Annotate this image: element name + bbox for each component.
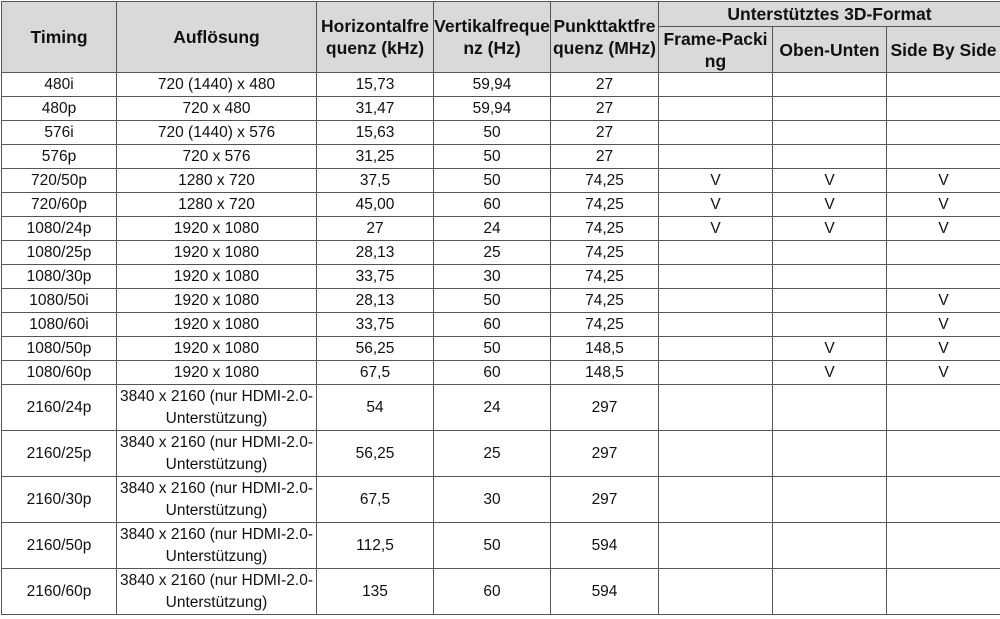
cell-top-bottom (773, 523, 887, 569)
table-row (2, 73, 1000, 97)
cell-timing: 1080/50p (2, 337, 117, 361)
cell-frame-packing: V (659, 217, 773, 241)
cell-vertical-frequency: 50 (434, 121, 551, 145)
cell-vertical-frequency: 30 (434, 477, 551, 523)
table-row (2, 241, 1000, 265)
cell-vertical-frequency: 50 (434, 337, 551, 361)
cell-top-bottom (773, 97, 887, 121)
cell-timing: 1080/60p (2, 361, 117, 385)
cell-side-by-side (887, 385, 1000, 431)
cell-pixel-clock: 74,25 (551, 193, 659, 217)
table-row (2, 193, 1000, 217)
cell-timing: 576p (2, 145, 117, 169)
cell-top-bottom: V (773, 217, 887, 241)
cell-pixel-clock: 27 (551, 73, 659, 97)
cell-horizontal-frequency: 33,75 (317, 265, 434, 289)
cell-frame-packing (659, 569, 773, 615)
cell-pixel-clock: 74,25 (551, 169, 659, 193)
cell-top-bottom (773, 569, 887, 615)
cell-frame-packing: V (659, 169, 773, 193)
cell-top-bottom (773, 241, 887, 265)
table-row (2, 169, 1000, 193)
cell-vertical-frequency: 50 (434, 145, 551, 169)
cell-side-by-side (887, 73, 1000, 97)
cell-frame-packing (659, 289, 773, 313)
cell-frame-packing (659, 97, 773, 121)
cell-top-bottom: V (773, 169, 887, 193)
table-row (2, 121, 1000, 145)
cell-resolution: 3840 x 2160 (nur HDMI-2.0-Unterstützung) (117, 431, 317, 477)
cell-frame-packing (659, 241, 773, 265)
cell-horizontal-frequency: 37,5 (317, 169, 434, 193)
cell-pixel-clock: 297 (551, 385, 659, 431)
cell-timing: 1080/24p (2, 217, 117, 241)
cell-top-bottom (773, 289, 887, 313)
cell-side-by-side (887, 145, 1000, 169)
cell-frame-packing (659, 337, 773, 361)
cell-top-bottom (773, 73, 887, 97)
table-row (2, 361, 1000, 385)
cell-resolution: 3840 x 2160 (nur HDMI-2.0-Unterstützung) (117, 385, 317, 431)
cell-vertical-frequency: 50 (434, 289, 551, 313)
cell-resolution: 1920 x 1080 (117, 313, 317, 337)
cell-frame-packing: V (659, 193, 773, 217)
cell-top-bottom (773, 265, 887, 289)
cell-vertical-frequency: 30 (434, 265, 551, 289)
cell-resolution: 1920 x 1080 (117, 217, 317, 241)
cell-frame-packing (659, 145, 773, 169)
timing-table (1, 1, 1000, 615)
cell-resolution: 1920 x 1080 (117, 361, 317, 385)
table-row (2, 569, 1000, 615)
header-timing: Timing (2, 2, 117, 73)
cell-side-by-side (887, 431, 1000, 477)
cell-top-bottom (773, 431, 887, 477)
cell-side-by-side: V (887, 289, 1000, 313)
cell-pixel-clock: 148,5 (551, 361, 659, 385)
cell-side-by-side: V (887, 193, 1000, 217)
cell-vertical-frequency: 60 (434, 569, 551, 615)
cell-top-bottom (773, 313, 887, 337)
cell-resolution: 1280 x 720 (117, 169, 317, 193)
cell-pixel-clock: 297 (551, 431, 659, 477)
cell-side-by-side (887, 97, 1000, 121)
cell-top-bottom (773, 477, 887, 523)
cell-side-by-side: V (887, 361, 1000, 385)
cell-top-bottom (773, 145, 887, 169)
cell-side-by-side (887, 569, 1000, 615)
cell-side-by-side: V (887, 217, 1000, 241)
cell-timing: 480p (2, 97, 117, 121)
cell-vertical-frequency: 25 (434, 241, 551, 265)
cell-side-by-side (887, 241, 1000, 265)
table-row (2, 97, 1000, 121)
cell-side-by-side (887, 477, 1000, 523)
cell-pixel-clock: 74,25 (551, 313, 659, 337)
cell-timing: 2160/50p (2, 523, 117, 569)
header-vertical-frequency: Vertikalfrequenz (Hz) (434, 2, 551, 73)
table-header (2, 2, 1000, 73)
cell-horizontal-frequency: 15,63 (317, 121, 434, 145)
cell-side-by-side (887, 121, 1000, 145)
header-side-by-side: Side By Side (887, 27, 1000, 73)
cell-resolution: 720 (1440) x 480 (117, 73, 317, 97)
cell-resolution: 1280 x 720 (117, 193, 317, 217)
cell-horizontal-frequency: 27 (317, 217, 434, 241)
cell-side-by-side: V (887, 169, 1000, 193)
cell-timing: 1080/50i (2, 289, 117, 313)
cell-top-bottom: V (773, 193, 887, 217)
cell-top-bottom (773, 121, 887, 145)
cell-top-bottom: V (773, 361, 887, 385)
cell-vertical-frequency: 50 (434, 169, 551, 193)
cell-vertical-frequency: 59,94 (434, 97, 551, 121)
cell-side-by-side: V (887, 337, 1000, 361)
header-resolution: Auflösung (117, 2, 317, 73)
cell-frame-packing (659, 523, 773, 569)
cell-resolution: 720 x 480 (117, 97, 317, 121)
cell-timing: 720/60p (2, 193, 117, 217)
cell-pixel-clock: 27 (551, 97, 659, 121)
cell-pixel-clock: 297 (551, 477, 659, 523)
cell-pixel-clock: 594 (551, 523, 659, 569)
cell-pixel-clock: 148,5 (551, 337, 659, 361)
cell-timing: 576i (2, 121, 117, 145)
cell-pixel-clock: 74,25 (551, 241, 659, 265)
table-row (2, 523, 1000, 569)
cell-vertical-frequency: 60 (434, 313, 551, 337)
cell-frame-packing (659, 361, 773, 385)
cell-timing: 1080/30p (2, 265, 117, 289)
cell-resolution: 1920 x 1080 (117, 337, 317, 361)
header-horizontal-frequency: Horizontalfrequenz (kHz) (317, 2, 434, 73)
table-row (2, 477, 1000, 523)
cell-frame-packing (659, 477, 773, 523)
table-row (2, 217, 1000, 241)
cell-timing: 2160/24p (2, 385, 117, 431)
table-row (2, 431, 1000, 477)
cell-vertical-frequency: 24 (434, 217, 551, 241)
header-3d-format-group: Unterstütztes 3D-Format (659, 2, 1000, 27)
cell-vertical-frequency: 60 (434, 193, 551, 217)
cell-timing: 480i (2, 73, 117, 97)
cell-frame-packing (659, 385, 773, 431)
cell-horizontal-frequency: 135 (317, 569, 434, 615)
table-row (2, 385, 1000, 431)
cell-top-bottom (773, 385, 887, 431)
table-row (2, 337, 1000, 361)
table-body (2, 73, 1000, 615)
cell-resolution: 3840 x 2160 (nur HDMI-2.0-Unterstützung) (117, 523, 317, 569)
table-row (2, 289, 1000, 313)
cell-horizontal-frequency: 56,25 (317, 431, 434, 477)
cell-horizontal-frequency: 67,5 (317, 477, 434, 523)
cell-side-by-side: V (887, 313, 1000, 337)
table-row (2, 265, 1000, 289)
cell-side-by-side (887, 523, 1000, 569)
cell-horizontal-frequency: 45,00 (317, 193, 434, 217)
header-frame-packing: Frame-Packing (659, 27, 773, 73)
cell-pixel-clock: 27 (551, 145, 659, 169)
cell-timing: 1080/60i (2, 313, 117, 337)
cell-pixel-clock: 74,25 (551, 217, 659, 241)
cell-frame-packing (659, 265, 773, 289)
cell-resolution: 1920 x 1080 (117, 265, 317, 289)
cell-resolution: 3840 x 2160 (nur HDMI-2.0-Unterstützung) (117, 477, 317, 523)
cell-frame-packing (659, 313, 773, 337)
cell-resolution: 720 (1440) x 576 (117, 121, 317, 145)
cell-resolution: 3840 x 2160 (nur HDMI-2.0-Unterstützung) (117, 569, 317, 615)
cell-resolution: 1920 x 1080 (117, 289, 317, 313)
cell-horizontal-frequency: 31,47 (317, 97, 434, 121)
cell-horizontal-frequency: 56,25 (317, 337, 434, 361)
cell-pixel-clock: 74,25 (551, 265, 659, 289)
cell-timing: 720/50p (2, 169, 117, 193)
cell-horizontal-frequency: 28,13 (317, 241, 434, 265)
cell-frame-packing (659, 121, 773, 145)
cell-horizontal-frequency: 28,13 (317, 289, 434, 313)
cell-vertical-frequency: 50 (434, 523, 551, 569)
header-pixel-clock: Punkttaktfrequenz (MHz) (551, 2, 659, 73)
cell-horizontal-frequency: 15,73 (317, 73, 434, 97)
cell-frame-packing (659, 73, 773, 97)
cell-pixel-clock: 74,25 (551, 289, 659, 313)
cell-timing: 2160/60p (2, 569, 117, 615)
table-row (2, 313, 1000, 337)
cell-side-by-side (887, 265, 1000, 289)
cell-timing: 2160/25p (2, 431, 117, 477)
cell-horizontal-frequency: 54 (317, 385, 434, 431)
cell-timing: 2160/30p (2, 477, 117, 523)
cell-pixel-clock: 27 (551, 121, 659, 145)
cell-frame-packing (659, 431, 773, 477)
cell-horizontal-frequency: 112,5 (317, 523, 434, 569)
cell-horizontal-frequency: 33,75 (317, 313, 434, 337)
cell-vertical-frequency: 59,94 (434, 73, 551, 97)
header-top-bottom: Oben-Unten (773, 27, 887, 73)
cell-vertical-frequency: 60 (434, 361, 551, 385)
cell-horizontal-frequency: 31,25 (317, 145, 434, 169)
cell-top-bottom: V (773, 337, 887, 361)
table-row (2, 145, 1000, 169)
cell-timing: 1080/25p (2, 241, 117, 265)
cell-vertical-frequency: 25 (434, 431, 551, 477)
cell-vertical-frequency: 24 (434, 385, 551, 431)
cell-horizontal-frequency: 67,5 (317, 361, 434, 385)
cell-pixel-clock: 594 (551, 569, 659, 615)
cell-resolution: 720 x 576 (117, 145, 317, 169)
cell-resolution: 1920 x 1080 (117, 241, 317, 265)
